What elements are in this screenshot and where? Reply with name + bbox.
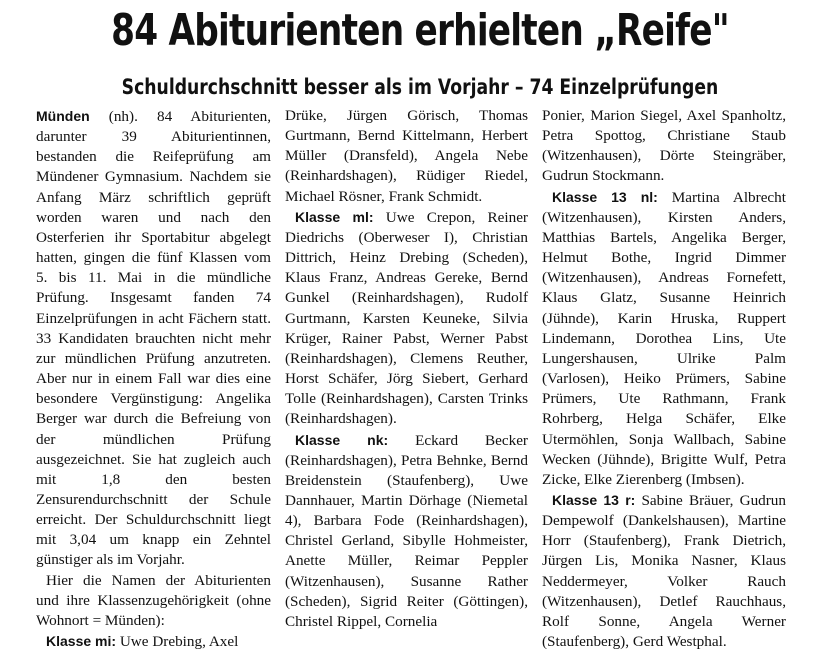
class-label: Klasse nk: <box>295 431 389 448</box>
class-list-paragraph <box>542 187 786 490</box>
class-names: Uwe Drebing, Axel <box>116 633 239 651</box>
class-names-continued: Drüke, Jürgen Görisch, Thomas Gurtmann, Bernd Kittelmann, Herbert Müller (Dransfeld), Angela Nebe (Reinhardshagen), Rüdiger Riedel, Michael Rösner, Frank Schmidt. <box>285 107 528 205</box>
lead-paragraph <box>36 106 271 571</box>
class-names: Eckard Becker (Reinhardshagen), Petra Behnke, Bernd Breidenstein (Staufenberg), Uwe Dannhauer, Martin Dörhage (Niemetal 4), Barbara Fode (Reinhardshagen), Christel Gerland, Sibylle Hohmeister, Anette Müller, Reimar Peppler (Witzenhausen), Susanne Rather (Scheden), Sigrid Reiter (Göttingen), Christel Rippel, Cornelia <box>285 431 528 630</box>
class-names: Martina Albrecht (Witzenhausen), Kirsten Anders, Matthias Bartels, Angelika Berger, Helmut Bothe, Ingrid Dimmer (Witzenhausen), Andreas Fornefett, Klaus Glatz, Susanne Heinrich (Jühnde), Karin Hruska, Ruppert Lindemann, Dorothea Lins, Ute Lungershausen, Ulrike Palm (Varlosen), Heiko Prümers, Sabine Prümers, Ute Rathmann, Frank Rohrberg, Helga Schäfer, Elke Utermöhlen, Sonja Wallbach, Sabine Wecken (Jühnde), Brigitte Wulf, Petra Zicke, Elke Zierenberg (Imbsen). <box>542 188 786 488</box>
article-column-1 <box>36 106 271 652</box>
class-names: Uwe Crepon, Reiner Diedrichs (Oberweser I), Christian Dittrich, Heinz Drebing (Scheden), Klaus Franz, Andreas Gereke, Bernd Gunkel (Reinhardshagen), Rudolf Gurtmann, Karsten Keuneke, Silvia Krüger, Rainer Pabst, Werner Pabst (Reinhardshagen), Clemens Reuther, Horst Schäfer, Jörg Siebert, Gerhard Tolle (Reinhardshagen), Carsten Trinks (Reinhardshagen). <box>285 208 528 428</box>
class-label: Klasse 13 nl: <box>552 188 658 205</box>
headline: 84 Abiturienten erhielten „Reife" <box>111 5 729 56</box>
class-label: Klasse 13 r: <box>552 491 636 508</box>
class-names-continued: Ponier, Marion Siegel, Axel Spanholtz, Petra Spottog, Christiane Staub (Witzenhausen), Dörte Steingräber, Gudrun Stockmann. <box>542 107 786 185</box>
dateline: Münden <box>36 108 90 124</box>
class-list-paragraph <box>285 207 528 430</box>
class-list-paragraph <box>285 430 528 633</box>
class-label: Klasse ml: <box>295 208 374 225</box>
article-column-3 <box>542 106 786 652</box>
class-list-paragraph <box>542 490 786 652</box>
class-list-paragraph <box>36 631 271 652</box>
names-intro-paragraph: Hier die Namen der Abiturienten und ihre Klassenzugehörigkeit (ohne Wohnort = Münden): <box>36 571 271 629</box>
class-label: Klasse mi: <box>46 633 117 650</box>
class-names: Sabine Bräuer, Gudrun Dempewolf (Dankelshausen), Martine Horr (Staufenberg), Frank Dietrich, Jürgen Lis, Monika Nasner, Klaus Neddermeyer, Volker Rauch (Witzenhausen), Detlef Rauchhaus, Rolf Sonne, Angela Werner (Staufenberg), Gerd Westphal. <box>542 491 786 651</box>
subheadline: Schuldurchschnitt besser als im Vorjahr – 74 Einzelprüfungen <box>121 75 719 99</box>
lead-text: (nh). 84 Abiturienten, darunter 39 Abiturientinnen, bestanden die Reifeprüfung am Mündener Gymnasium. Nachdem sie Anfang März schriftlich geprüft worden waren und nach den Osterferien ihr Sportabitur abgelegt hatten, gingen die fünf Klassen vom 5. bis 11. Mai in die mündliche Prüfung. Insgesamt fanden 74 Einzelprüfungen in acht Fächern statt. 33 Kandidaten brauchten nicht mehr zur mündlichen Prüfung anzutreten. Aber nur in einem Fall war dies eine besondere Vergünstigung: Angelika Berger war durch die Befreiung von der mündlichen Prüfung ausgezeichnet. Sie hat zugleich auch mit 1,8 den besten Zensurendurchschnitt der Schule erreicht. Der Schuldurchschnitt liegt mit 3,04 um knapp ein Zehntel günstiger als im Vorjahr. <box>36 108 271 569</box>
article-column-2 <box>285 106 528 632</box>
